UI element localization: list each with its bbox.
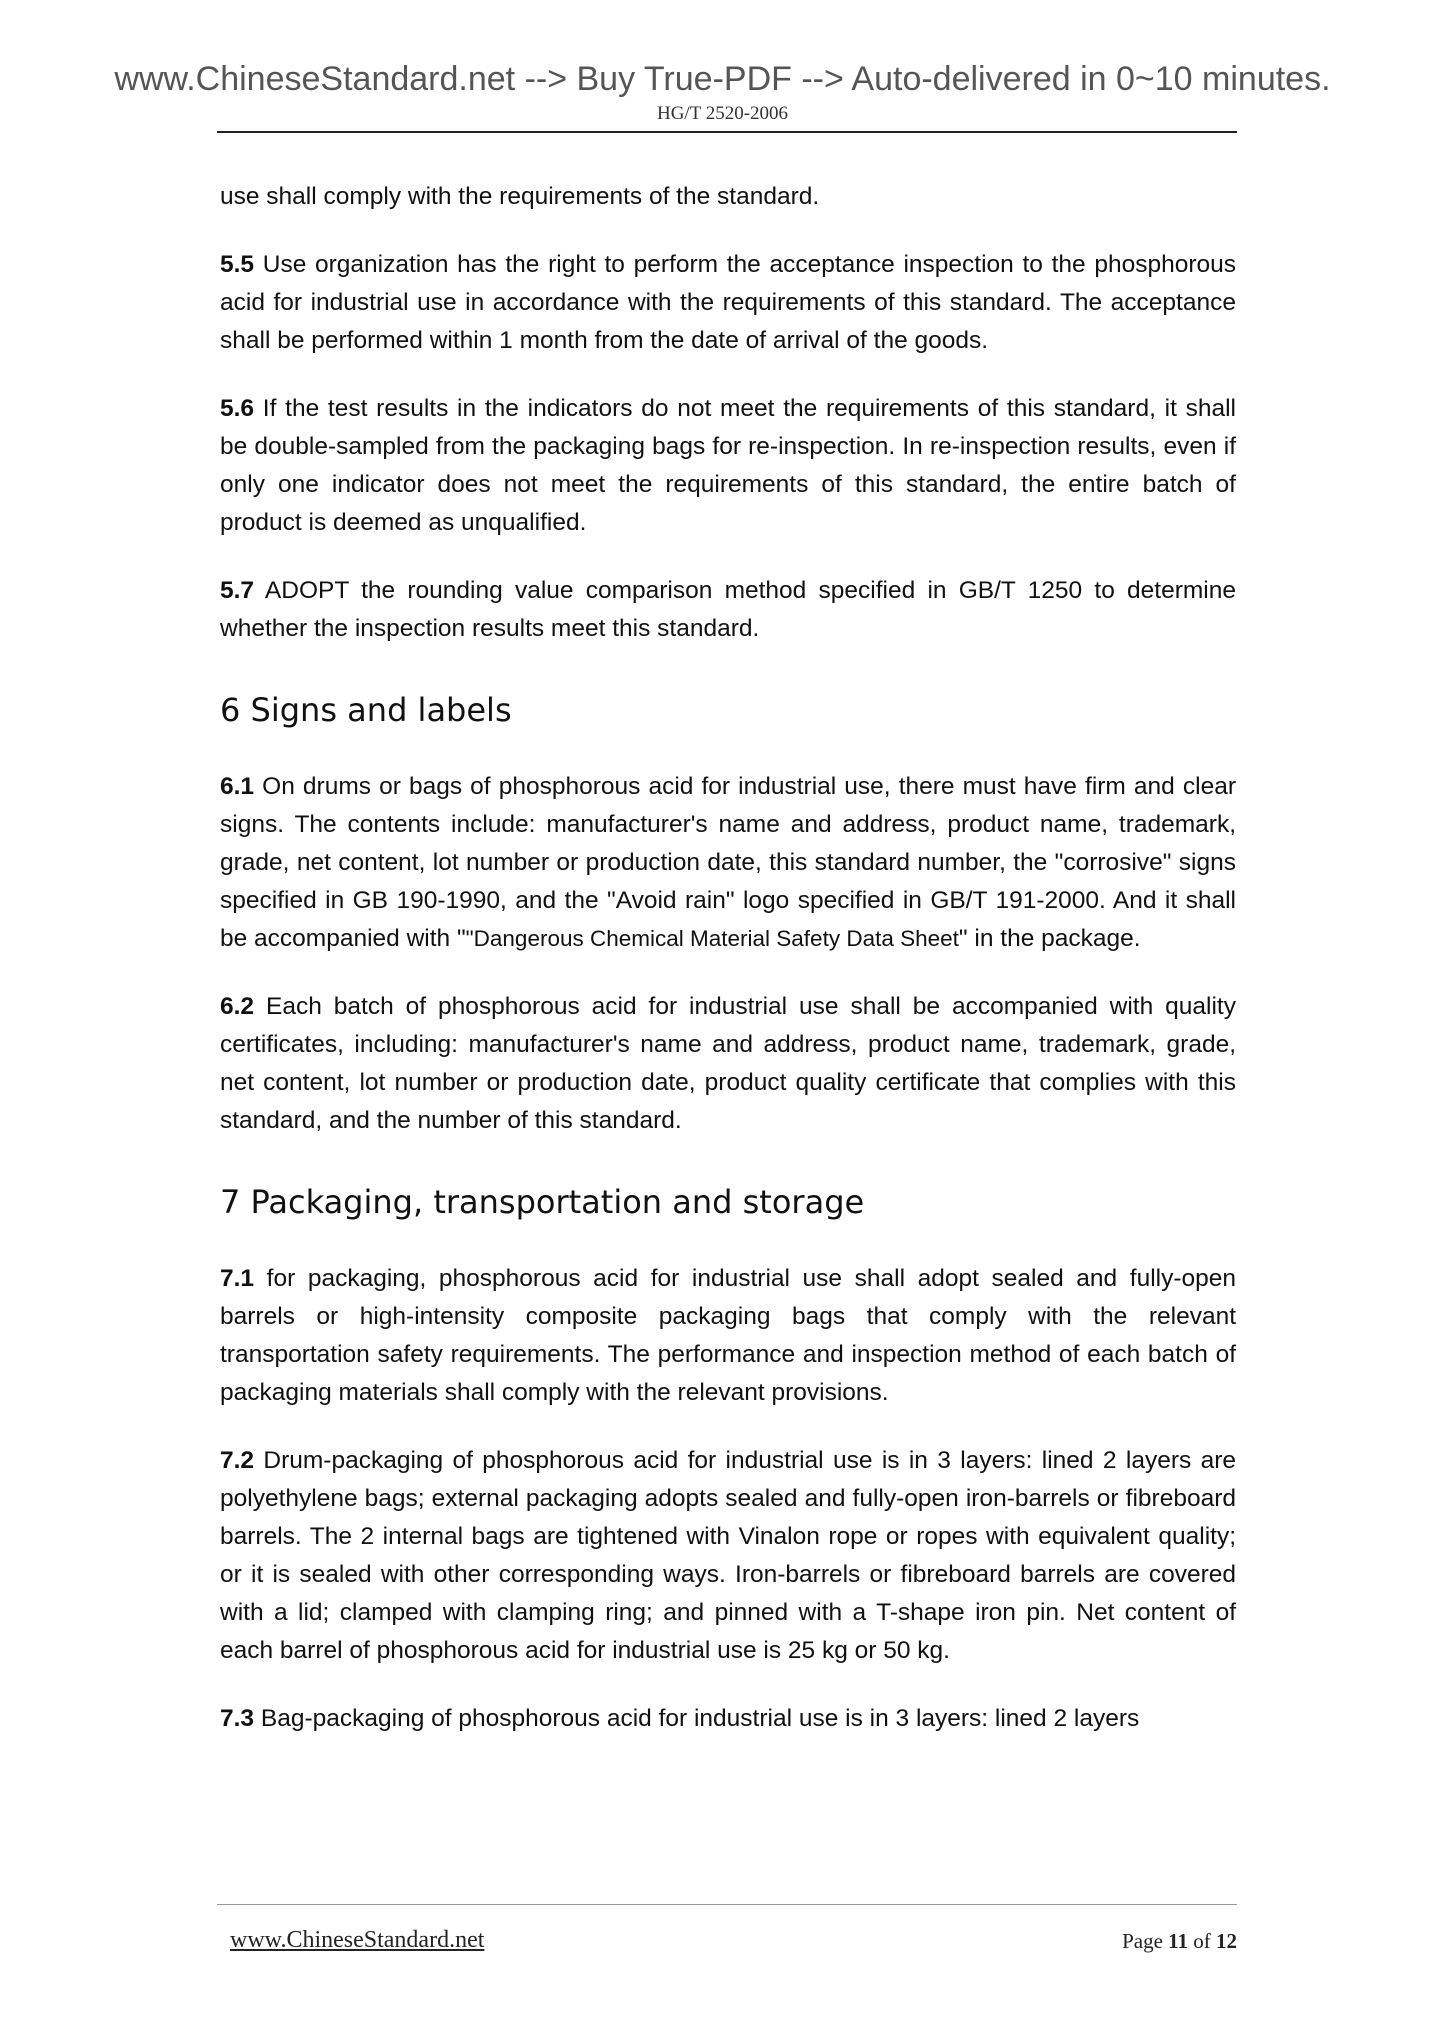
clause-text: If the test results in the indicators do not meet the requirements of this standard, it shall be double-sampled from the packaging bags for re-inspection. In re-inspection results, even if only one indicator does not meet the requirements of this standard, the entire batch of product is deemed as unqualified. — [220, 395, 1236, 536]
clause-text: Bag-packaging of phosphorous acid for industrial use is in 3 layers: lined 2 layers — [254, 1705, 1140, 1732]
clause-text: ADOPT the rounding value comparison method specified in GB/T 1250 to determine whether the inspection results meet this standard. — [220, 577, 1236, 642]
footer-divider — [217, 1904, 1237, 1905]
clause-text-end: " in the package. — [958, 925, 1141, 952]
header-divider — [217, 131, 1237, 133]
page-number — [1122, 1929, 1237, 1954]
top-banner-link[interactable]: www.ChineseStandard.net --> Buy True-PDF --> Auto-delivered in 0~10 minutes. — [114, 60, 1331, 98]
clause-6-2 — [220, 988, 1236, 1140]
clause-7-3 — [220, 1700, 1236, 1738]
clause-number: 5.5 — [220, 251, 255, 278]
continued-paragraph — [220, 178, 1236, 216]
clause-text: Each batch of phosphorous acid for industrial use shall be accompanied with quality certificates, including: manufacturer's name and address, product name, trademark, grade, net content, lot number or production date, product quality certificate that complies with this standard, and the number of this standard. — [220, 993, 1236, 1134]
clause-7-2 — [220, 1442, 1236, 1670]
clause-number: 6.1 — [220, 773, 255, 800]
clause-number: 7.1 — [220, 1265, 255, 1292]
clause-text-small: "Dangerous Chemical Material Safety Data Sheet — [465, 926, 959, 951]
clause-number: 5.7 — [220, 577, 255, 604]
clause-number: 7.3 — [220, 1705, 255, 1732]
clause-number: 6.2 — [220, 993, 255, 1020]
section-heading-7: 7 Packaging, transportation and storage — [220, 1183, 865, 1221]
section-heading-6: 6 Signs and labels — [220, 691, 512, 729]
clause-number: 5.6 — [220, 395, 255, 422]
page-mid: of — [1188, 1929, 1216, 1953]
clause-7-1 — [220, 1260, 1236, 1412]
document-code: HG/T 2520-2006 — [656, 103, 789, 124]
clause-text: Use organization has the right to perform the acceptance inspection to the phosphorous acid for industrial use in accordance with the requirements of this standard. The acceptance shall be performed within 1 month from the date of arrival of the goods. — [220, 251, 1236, 354]
page-total: 12 — [1216, 1929, 1237, 1953]
paragraph-text: use shall comply with the requirements of the standard. — [220, 183, 820, 210]
clause-5-5 — [220, 246, 1236, 360]
clause-text: Drum-packaging of phosphorous acid for industrial use is in 3 layers: lined 2 layers are polyethylene bags; external packaging adopts sealed and fully-open iron-barrels or fibreboard barrels. The 2 internal bags are tightened with Vinalon rope or ropes with equivalent quality; or it is sealed with other corresponding ways. Iron-barrels or fibreboard barrels are covered with a lid; clamped with clamping ring; and pinned with a T-shape iron pin. Net content of each barrel of phosphorous acid for industrial use is 25 kg or 50 kg. — [220, 1447, 1236, 1664]
footer-website-link[interactable]: www.ChineseStandard.net — [230, 1927, 485, 1953]
clause-5-6 — [220, 390, 1236, 542]
clause-text: for packaging, phosphorous acid for industrial use shall adopt sealed and fully-open barrels or high-intensity composite packaging bags that comply with the relevant transportation safety requirements. The performance and inspection method of each batch of packaging materials shall comply with the relevant provisions. — [220, 1265, 1236, 1406]
page-current: 11 — [1168, 1929, 1188, 1953]
clause-text: On drums or bags of phosphorous acid for industrial use, there must have firm and clear signs. The contents include: manufacturer's name and address, product name, trademark, grade, net content, lot number or production date, this standard number, the "corrosive" signs specified in GB 190-1990, and the "Avoid rain" logo specified in GB/T 191-2000. And it shall be accompanied with " — [220, 773, 1236, 952]
clause-6-1 — [220, 768, 1236, 958]
clause-number: 7.2 — [220, 1447, 255, 1474]
page-content — [220, 178, 1236, 1768]
clause-5-7 — [220, 572, 1236, 648]
page-prefix: Page — [1122, 1929, 1169, 1953]
